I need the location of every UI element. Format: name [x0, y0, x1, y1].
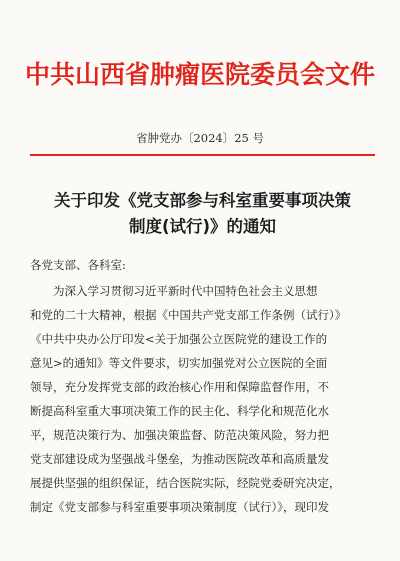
body-line: 和党的二十大精神，根据《中国共产党支部工作条例（试行）》	[30, 308, 347, 322]
body-line: 制定《党支部参与科室重要事项决策制度（试行）》，现印发	[30, 500, 329, 514]
notice-title-line: 制度(试行)》的通知	[128, 217, 277, 236]
document-number: 省肿党办〔2024〕25 号	[135, 131, 265, 145]
masthead-title: 中共山西省肿瘤医院委员会文件	[24, 60, 375, 89]
body-line: 领导，充分发挥党支部的政治核心作用和保障监督作用，不	[30, 380, 329, 394]
body-line: 《中共中央办公厅印发<关于加强公立医院党的建设工作的	[30, 332, 328, 346]
notice-body	[30, 256, 375, 519]
body-line: 为深入学习贯彻习近平新时代中国特色社会主义思想	[53, 284, 318, 298]
notice-title	[30, 188, 375, 240]
body-line: 断提高科室重大事项决策工作的民主化、科学化和规范化水	[30, 404, 329, 418]
notice-title-line: 关于印发《党支部参与科室重要事项决策	[54, 191, 351, 210]
body-line: 党支部建设成为坚强战斗堡垒，为推动医院改革和高质量发	[30, 452, 329, 466]
body-line: 展提供坚强的组织保证，结合医院实际，经院党委研究决定，	[30, 476, 341, 490]
salutation: 各党支部、各科室:	[30, 258, 126, 272]
body-line: 平，规范决策行为、加强决策监督、防范决策风险，努力把	[30, 428, 329, 442]
body-line: 意见>的通知》等文件要求，切实加强党对公立医院的全面	[30, 356, 328, 370]
red-separator-rule	[30, 154, 375, 156]
